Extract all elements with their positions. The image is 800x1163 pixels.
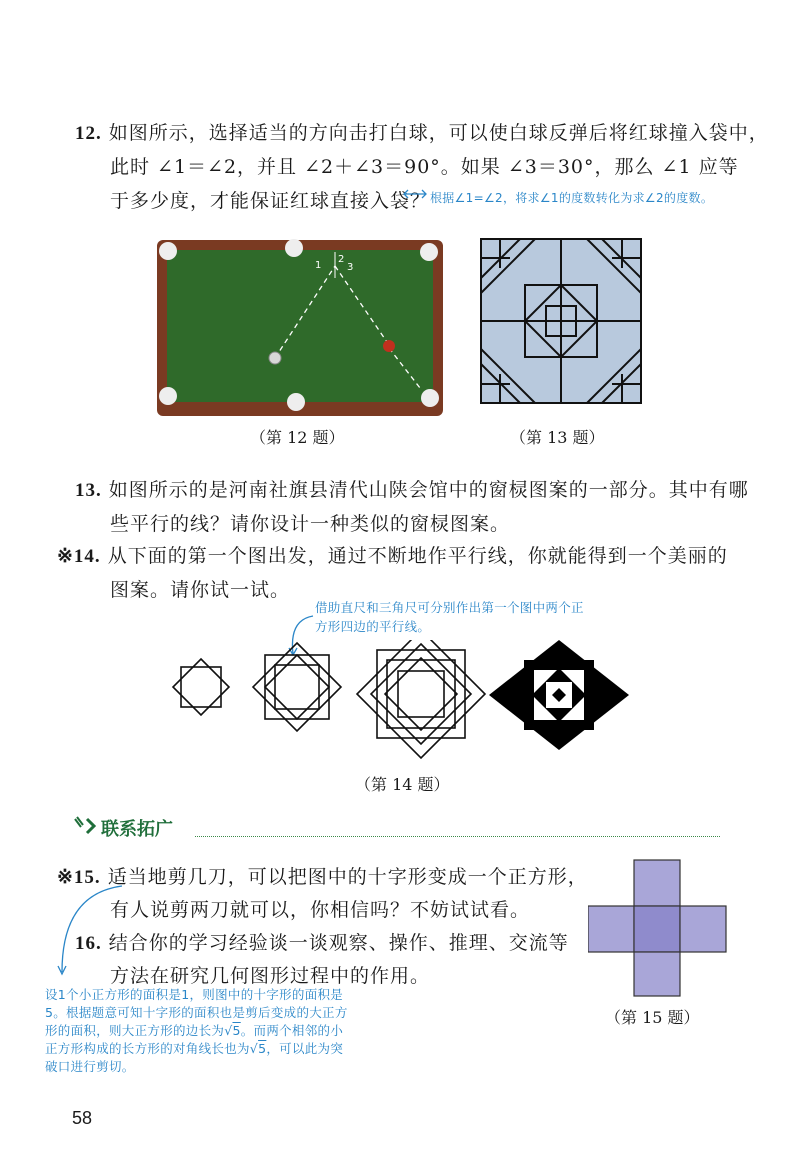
side-note-line-4-c: ，可以此为突 <box>266 1041 344 1056</box>
problem-14-hint-2: 方形四边的平行线。 <box>315 619 431 634</box>
hint-arrow-icon <box>402 186 430 202</box>
problem-15-number: ※15. <box>57 867 101 888</box>
problem-12-hint: 根据∠1=∠2，将求∠1的度数转化为求∠2的度数。 <box>430 191 714 205</box>
problem-16-text-1: 结合你的学习经验谈一谈观察、操作、推理、交流等 <box>108 932 569 954</box>
figure-15-caption: （第 15 题） <box>605 1008 700 1027</box>
problem-15-line-2: 有人说剪两刀就可以，你相信吗？不妨试试看。 <box>110 899 531 921</box>
page-number: 58 <box>72 1108 93 1128</box>
side-note-line-4-radicand: 5 <box>258 1041 267 1056</box>
side-note-line-3-c: 。而两个相邻的小 <box>240 1023 344 1038</box>
problem-15-text-1: 适当地剪几刀，可以把图中的十字形变成一个正方形， <box>107 866 588 888</box>
side-note-line-1: 设1个小正方形的面积是1，则图中的十字形的面积是 <box>45 987 344 1002</box>
problem-14-hint-1: 借助直尺和三角尺可分别作出第一个图中两个正 <box>315 600 584 615</box>
cross-squares <box>588 860 726 996</box>
pocket-top-right <box>420 243 438 261</box>
problem-13-line-1 <box>75 475 749 502</box>
white-ball <box>269 352 281 364</box>
table-felt <box>167 250 433 402</box>
problem-13-line-2: 些平行的线？请你设计一种类似的窗棂图案。 <box>110 513 511 535</box>
figure-14-caption: （第 14 题） <box>355 775 450 794</box>
problem-12-text-3: 于多少度，才能保证红球直接入袋？ <box>110 190 431 212</box>
window-lattice-figure <box>480 238 642 404</box>
problem-13-text-1: 如图所示的是河南社旗县清代山陕会馆中的窗棂图案的一部分。其中有哪 <box>108 479 749 501</box>
angle-2-label: 2 <box>338 254 345 265</box>
figure-14-step-3 <box>357 640 485 758</box>
figure-13-caption: （第 13 题） <box>510 428 605 447</box>
problem-12-line-1 <box>75 118 769 145</box>
problem-16-number: 16. <box>75 933 102 954</box>
billiard-table-figure <box>155 238 445 418</box>
side-note-line-4-a: 正方形构成的长方形的对角线长也为√ <box>45 1041 259 1056</box>
problem-15-line-1 <box>57 862 588 889</box>
problem-16-line-2: 方法在研究几何图形过程中的作用。 <box>110 965 431 987</box>
side-note-line-4 <box>45 1039 343 1057</box>
red-ball <box>383 340 395 352</box>
section-title: 联系拓广 <box>101 819 173 840</box>
problem-12-line-3 <box>110 186 430 213</box>
problem-13-number: 13. <box>75 480 102 501</box>
problem-14-text-1: 从下面的第一个图出发，通过不断地作平行线，你就能得到一个美丽的 <box>107 545 728 567</box>
angle-3-label: 3 <box>347 262 354 273</box>
figure-14-final-pattern <box>489 640 629 750</box>
pocket-bottom-middle <box>287 393 305 411</box>
problem-12-number: 12. <box>75 123 102 144</box>
note-curve-arrow-icon <box>50 880 130 980</box>
section-divider <box>195 836 720 837</box>
angle-1-label: 1 <box>315 260 322 271</box>
pocket-bottom-right <box>421 389 439 407</box>
figure-14-step-2 <box>253 643 341 731</box>
side-note-line-2: 5。根据题意可知十字形的面积也是剪后变成的大正方 <box>45 1005 348 1020</box>
parallel-lines-figures <box>170 640 640 765</box>
pocket-top-middle <box>285 239 303 257</box>
figure-14-step-1 <box>173 659 229 715</box>
figure-12-caption: （第 12 题） <box>250 428 345 447</box>
problem-12-text-1: 如图所示，选择适当的方向击打白球，可以使白球反弹后将红球撞入袋中， <box>108 122 769 144</box>
pocket-top-left <box>159 242 177 260</box>
side-note-line-3-a: 形的面积，则大正方形的边长为√ <box>45 1023 233 1038</box>
side-note-line-5: 破口进行剪切。 <box>45 1059 135 1074</box>
problem-16-line-1 <box>75 928 569 955</box>
section-arrow-icon <box>73 815 99 837</box>
problem-12-line-2: 此时 ∠1＝∠2，并且 ∠2＋∠3＝90°。如果 ∠3＝30°，那么 ∠1 应等 <box>110 156 739 178</box>
problem-14-number: ※14. <box>57 546 101 567</box>
cross-shape-figure <box>588 858 728 998</box>
problem-14-line-2: 图案。请你试一试。 <box>110 579 291 601</box>
side-note-line-3-radicand: 5 <box>232 1023 241 1038</box>
problem-14-line-1 <box>57 541 728 568</box>
side-note-line-3 <box>45 1021 343 1039</box>
pocket-bottom-left <box>159 387 177 405</box>
